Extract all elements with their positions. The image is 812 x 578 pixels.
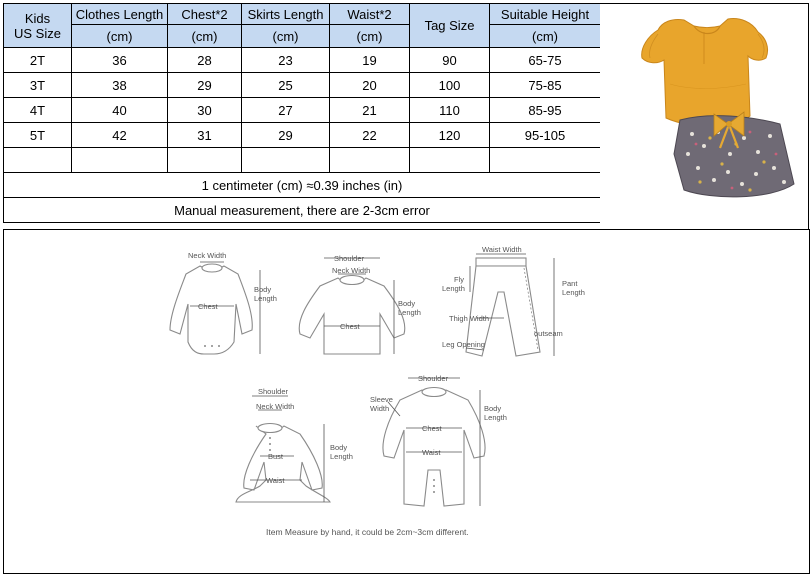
bodysuit-body-label-2: Length	[254, 294, 277, 303]
bodysuit-chest-label: Chest	[198, 302, 218, 311]
romper-chest-label: Chest	[422, 424, 442, 433]
table-cell: 100	[410, 73, 490, 98]
bodysuit-neck-label: Neck Width	[188, 251, 227, 260]
empty-cell	[72, 148, 168, 173]
pants-thigh-label: Thigh Width	[449, 314, 490, 323]
table-cell: 42	[72, 123, 168, 148]
romper-body-label-2: Length	[484, 413, 507, 422]
pants-fly-label-1: Fly	[454, 275, 464, 284]
dress-bust-label: Bust	[268, 452, 284, 461]
table-cell: 85-95	[490, 98, 601, 123]
table-cell: 25	[242, 73, 330, 98]
table-cell: 95-105	[490, 123, 601, 148]
table-row	[4, 123, 601, 148]
unit-cell: (cm)	[168, 25, 242, 48]
pants-fly-label-2: Length	[442, 284, 465, 293]
romper-body-label-1: Body	[484, 404, 502, 413]
empty-cell	[490, 148, 601, 173]
measure-footnote: Item Measure by hand, it could be 2cm~3cm different.	[266, 527, 469, 537]
table-cell: 36	[72, 48, 168, 73]
measurement-diagram	[3, 229, 810, 574]
header-chest: Chest*2	[168, 4, 242, 25]
table-cell: 110	[410, 98, 490, 123]
header-clothes-length: Clothes Length	[72, 4, 168, 25]
note-row	[4, 198, 601, 223]
product-photo-cell	[600, 3, 809, 230]
measurement-guide-svg	[4, 230, 809, 573]
romper-sleeve-label-1: Sleeve	[370, 395, 393, 404]
pants-waist-label: Waist Width	[482, 245, 522, 254]
table-cell: 22	[330, 123, 410, 148]
pants-outseam-label: outseam	[534, 329, 563, 338]
empty-cell	[168, 148, 242, 173]
dress-waist-label: Waist	[266, 476, 285, 485]
empty-cell	[4, 148, 72, 173]
header-suitable-height: Suitable Height	[490, 4, 601, 25]
size-cell: 4T	[4, 98, 72, 123]
table-row	[4, 98, 601, 123]
unit-cell: (cm)	[490, 25, 601, 48]
table-row	[4, 48, 601, 73]
unit-cell: (cm)	[242, 25, 330, 48]
header-row	[4, 4, 601, 25]
shirt-neck-label: Neck Width	[332, 266, 371, 275]
shirt-shoulder-label: Shoulder	[334, 254, 365, 263]
note-row	[4, 173, 601, 198]
table-cell: 20	[330, 73, 410, 98]
pants-length-label-2: Length	[562, 288, 585, 297]
table-cell: 29	[242, 123, 330, 148]
size-cell: 5T	[4, 123, 72, 148]
size-cell: 3T	[4, 73, 72, 98]
table-cell: 40	[72, 98, 168, 123]
error-note: Manual measurement, there are 2-3cm error	[4, 198, 601, 223]
table-cell: 31	[168, 123, 242, 148]
table-cell: 29	[168, 73, 242, 98]
romper-waist-label: Waist	[422, 448, 441, 457]
pants-diagram	[442, 245, 585, 356]
dress-body-label-2: Length	[330, 452, 353, 461]
romper-sleeve-label-2: Width	[370, 404, 390, 413]
table-cell: 28	[168, 48, 242, 73]
header-tag-size: Tag Size	[410, 4, 490, 48]
table-cell: 38	[72, 73, 168, 98]
header-kids-size: Kids US Size	[4, 4, 72, 48]
bodysuit-body-label-1: Body	[254, 285, 272, 294]
unit-row	[4, 25, 601, 48]
table-cell: 23	[242, 48, 330, 73]
shirt-chest-label: Chest	[340, 322, 360, 331]
dress-shoulder-label: Shoulder	[258, 387, 289, 396]
empty-cell	[242, 148, 330, 173]
table-cell: 30	[168, 98, 242, 123]
romper-shoulder-label: Shoulder	[418, 374, 449, 383]
table-cell: 90	[410, 48, 490, 73]
table-cell: 65-75	[490, 48, 601, 73]
table-cell: 19	[330, 48, 410, 73]
pants-leg-label: Leg Opening	[442, 340, 485, 349]
romper-diagram	[370, 374, 507, 506]
unit-cell: (cm)	[330, 25, 410, 48]
dress-diagram	[236, 387, 353, 502]
bodysuit-diagram	[170, 251, 277, 354]
shirt-body-label-2: Length	[398, 308, 421, 317]
table-cell: 75-85	[490, 73, 601, 98]
table-cell: 21	[330, 98, 410, 123]
table-cell: 27	[242, 98, 330, 123]
dress-body-label-1: Body	[330, 443, 348, 452]
dress-neck-label: Neck Width	[256, 402, 295, 411]
product-photo	[600, 4, 808, 229]
size-chart-table	[3, 3, 601, 223]
empty-cell	[330, 148, 410, 173]
yellow-top-image	[642, 19, 768, 126]
shirt-body-label-1: Body	[398, 299, 416, 308]
unit-cell: (cm)	[72, 25, 168, 48]
pants-length-label-1: Pant	[562, 279, 578, 288]
shirt-diagram	[299, 254, 421, 354]
empty-cell	[410, 148, 490, 173]
empty-row	[4, 148, 601, 173]
conversion-note: 1 centimeter (cm) ≈0.39 inches (in)	[4, 173, 601, 198]
table-row	[4, 73, 601, 98]
header-waist: Waist*2	[330, 4, 410, 25]
table-cell: 120	[410, 123, 490, 148]
size-cell: 2T	[4, 48, 72, 73]
header-skirts-length: Skirts Length	[242, 4, 330, 25]
